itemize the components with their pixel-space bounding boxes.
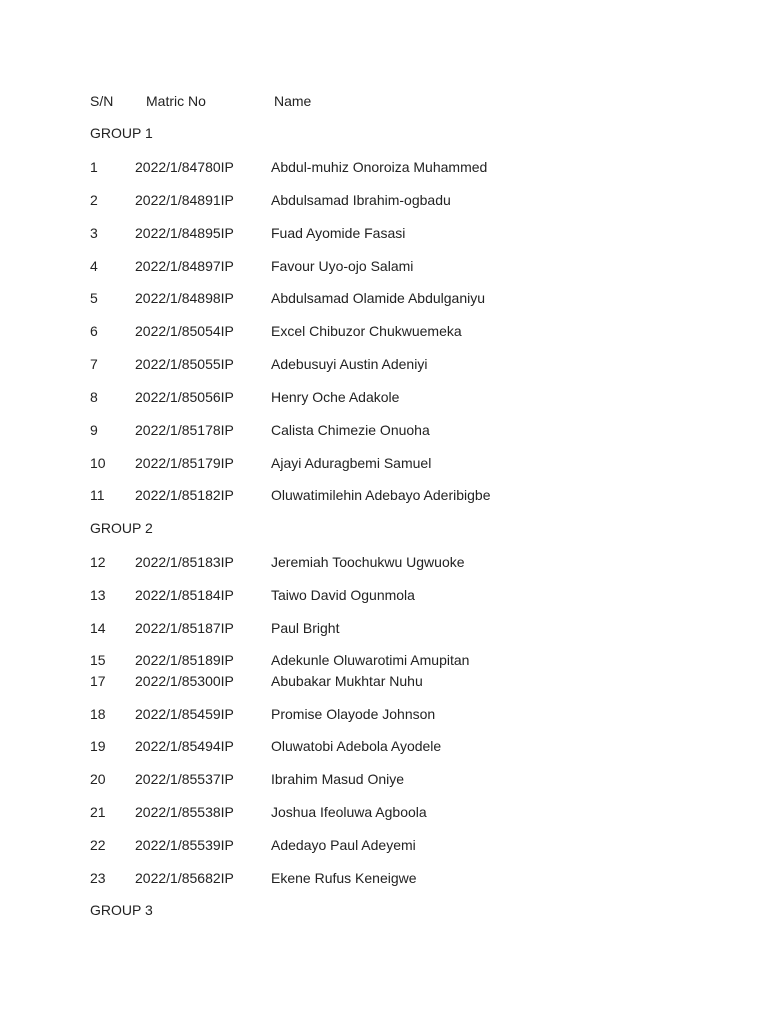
row-name: Taiwo David Ogunmola	[271, 587, 415, 603]
row-sn: 8	[90, 389, 98, 405]
row-sn: 23	[90, 870, 106, 886]
group-label: GROUP 2	[90, 520, 153, 536]
row-name: Adedayo Paul Adeyemi	[271, 837, 416, 853]
row-sn: 10	[90, 455, 106, 471]
row-sn: 4	[90, 258, 98, 274]
row-name: Oluwatobi Adebola Ayodele	[271, 738, 442, 754]
row-name: Abubakar Mukhtar Nuhu	[271, 673, 423, 689]
row-name: Ibrahim Masud Oniye	[271, 771, 405, 787]
row-name: Ajayi Aduragbemi Samuel	[271, 455, 432, 471]
row-matric-no: 2022/1/84898IP	[135, 290, 234, 306]
row-sn: 18	[90, 706, 106, 722]
row-matric-no: 2022/1/85682IP	[135, 870, 234, 886]
row-matric-no: 2022/1/85189IP	[135, 652, 234, 668]
row-matric-no: 2022/1/85184IP	[135, 587, 234, 603]
row-name: Abdulsamad Olamide Abdulganiyu	[271, 290, 486, 306]
header-matric-no: Matric No	[146, 93, 206, 109]
header-sn: S/N	[90, 93, 114, 109]
row-matric-no: 2022/1/84895IP	[135, 225, 234, 241]
row-name: Oluwatimilehin Adebayo Aderibigbe	[271, 487, 491, 503]
row-name: Abdul-muhiz Onoroiza Muhammed	[271, 159, 488, 175]
row-matric-no: 2022/1/85055IP	[135, 356, 234, 372]
row-sn: 22	[90, 837, 106, 853]
row-name: Adekunle Oluwarotimi Amupitan	[271, 652, 470, 668]
row-name: Adebusuyi Austin Adeniyi	[271, 356, 428, 372]
row-matric-no: 2022/1/85183IP	[135, 554, 234, 570]
row-name: Calista Chimezie Onuoha	[271, 422, 430, 438]
group-label: GROUP 3	[90, 902, 153, 918]
row-sn: 19	[90, 738, 106, 754]
row-sn: 1	[90, 159, 98, 175]
row-matric-no: 2022/1/85494IP	[135, 738, 234, 754]
row-sn: 20	[90, 771, 106, 787]
row-matric-no: 2022/1/84780IP	[135, 159, 234, 175]
row-sn: 3	[90, 225, 98, 241]
row-name: Henry Oche Adakole	[271, 389, 400, 405]
row-sn: 2	[90, 192, 98, 208]
row-sn: 14	[90, 620, 106, 636]
row-matric-no: 2022/1/85182IP	[135, 487, 234, 503]
row-name: Ekene Rufus Keneigwe	[271, 870, 417, 886]
header-name: Name	[274, 93, 312, 109]
row-matric-no: 2022/1/85056IP	[135, 389, 234, 405]
row-matric-no: 2022/1/85187IP	[135, 620, 234, 636]
row-name: Joshua Ifeoluwa Agboola	[271, 804, 427, 820]
row-matric-no: 2022/1/84891IP	[135, 192, 234, 208]
group-label: GROUP 1	[90, 125, 153, 141]
row-sn: 21	[90, 804, 106, 820]
row-sn: 6	[90, 323, 98, 339]
row-matric-no: 2022/1/85178IP	[135, 422, 234, 438]
row-name: Fuad Ayomide Fasasi	[271, 225, 406, 241]
row-matric-no: 2022/1/85538IP	[135, 804, 234, 820]
row-sn: 17	[90, 673, 106, 689]
row-matric-no: 2022/1/85537IP	[135, 771, 234, 787]
row-sn: 5	[90, 290, 98, 306]
row-sn: 13	[90, 587, 106, 603]
row-name: Favour Uyo-ojo Salami	[271, 258, 414, 274]
row-name: Excel Chibuzor Chukwuemeka	[271, 323, 462, 339]
row-matric-no: 2022/1/85539IP	[135, 837, 234, 853]
row-matric-no: 2022/1/85300IP	[135, 673, 234, 689]
row-sn: 7	[90, 356, 98, 372]
row-matric-no: 2022/1/85459IP	[135, 706, 234, 722]
row-name: Jeremiah Toochukwu Ugwuoke	[271, 554, 465, 570]
row-sn: 12	[90, 554, 106, 570]
row-sn: 11	[90, 487, 105, 503]
row-name: Paul Bright	[271, 620, 340, 636]
row-sn: 9	[90, 422, 98, 438]
row-matric-no: 2022/1/84897IP	[135, 258, 234, 274]
row-matric-no: 2022/1/85179IP	[135, 455, 234, 471]
row-sn: 15	[90, 652, 106, 668]
row-name: Abdulsamad Ibrahim-ogbadu	[271, 192, 451, 208]
row-name: Promise Olayode Johnson	[271, 706, 436, 722]
row-matric-no: 2022/1/85054IP	[135, 323, 234, 339]
